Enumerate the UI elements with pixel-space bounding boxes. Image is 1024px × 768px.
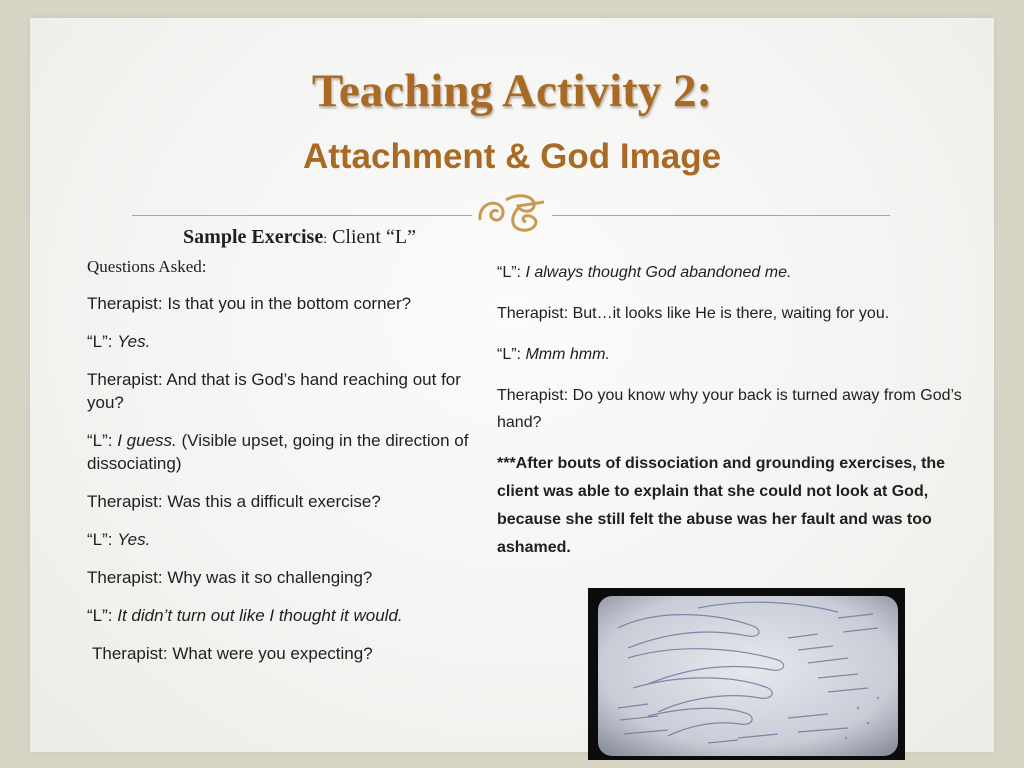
questions-label: Questions Asked:	[87, 257, 207, 276]
slide-title: Teaching Activity 2:	[311, 65, 713, 117]
outcome-note: ***After bouts of dissociation and grounding exercises, the client was able to explain that she could not look at God, because she still felt the abuse was her fault and was too ashamed.	[497, 455, 946, 556]
dialogue-line: “L”: I always thought God abandoned me.	[497, 264, 792, 281]
dialogue-line: Therapist: Why was it so challenging?	[87, 568, 373, 587]
dialogue-line: “L”: It didn’t turn out like I thought it would.	[87, 606, 403, 625]
dialogue-left-column	[87, 226, 492, 680]
exercise-heading	[107, 226, 492, 249]
dialogue-line: Therapist: And that is God’s hand reaching out for you?	[87, 370, 461, 412]
dialogue-line: Therapist: But…it looks like He is there, waiting for you.	[497, 305, 890, 322]
dialogue-line: Therapist: Is that you in the bottom corner?	[87, 294, 412, 313]
dialogue-line: “L”: Yes.	[87, 530, 151, 549]
divider-right	[552, 215, 890, 216]
dialogue-line: Therapist: Was this a difficult exercise?	[87, 492, 381, 511]
dialogue-line: Therapist: Do you know why your back is turned away from God’s hand?	[497, 387, 962, 431]
hand-drawing-sketch	[588, 588, 905, 760]
exercise-heading-separator: :	[323, 232, 328, 247]
slide-subtitle: Attachment & God Image	[302, 137, 722, 176]
exercise-heading-client: Client “L”	[327, 226, 416, 248]
dialogue-line: “L”: Mmm hmm.	[497, 346, 610, 363]
exercise-heading-bold: Sample Exercise	[183, 226, 324, 248]
dialogue-line: “L”: I guess. (Visible upset, going in the direction of dissociating)	[87, 431, 469, 473]
dialogue-line: “L”: Yes.	[87, 332, 151, 351]
dialogue-right-column	[497, 259, 987, 576]
hand-drawing-image	[588, 588, 905, 760]
dialogue-line: Therapist: What were you expecting?	[92, 644, 373, 663]
divider-left	[132, 215, 472, 216]
